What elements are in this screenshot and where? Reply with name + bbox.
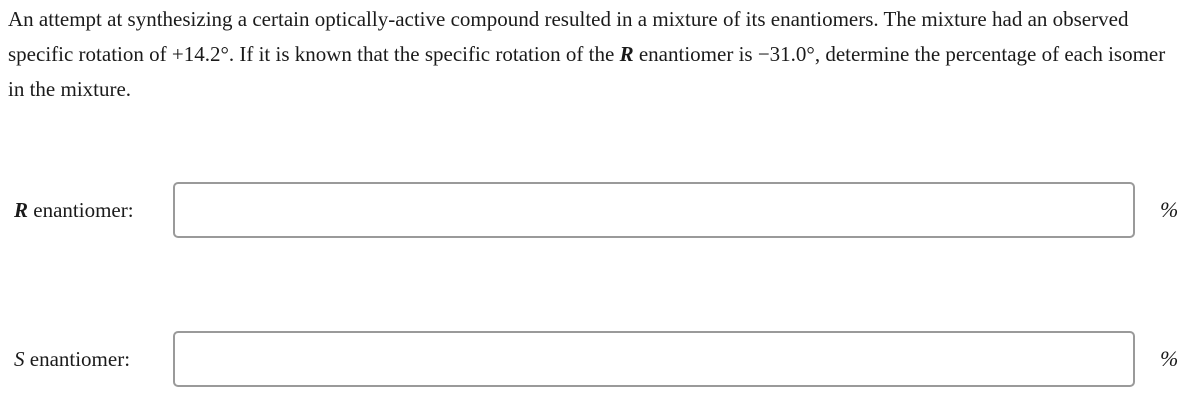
s-enantiomer-label [14,345,130,373]
question-text-part1: An attempt at synthesizing a certain optically-active compound resulted in a mixture of its enantiomers. The mixture had an observed specific rotation of +14.2°. If it is known that the specific rotation of the [8,7,1129,66]
question-text [8,2,1178,107]
r-enantiomer-symbol: R [14,198,29,222]
s-enantiomer-label-text: enantiomer: [24,347,131,371]
r-enantiomer-label-text: enantiomer: [28,198,134,222]
r-symbol: R [619,42,634,66]
s-enantiomer-row [0,331,1200,387]
s-percent-unit: % [1160,346,1179,371]
r-enantiomer-input[interactable] [173,182,1135,238]
question-text-part2: enantiomer is −31.0°, determine the percentage of each isomer in the mixture. [8,42,1166,101]
s-enantiomer-symbol: S [14,347,25,371]
s-enantiomer-input[interactable] [173,331,1135,387]
r-enantiomer-row [0,182,1200,238]
r-percent-unit: % [1160,197,1179,222]
r-enantiomer-label [14,196,134,224]
